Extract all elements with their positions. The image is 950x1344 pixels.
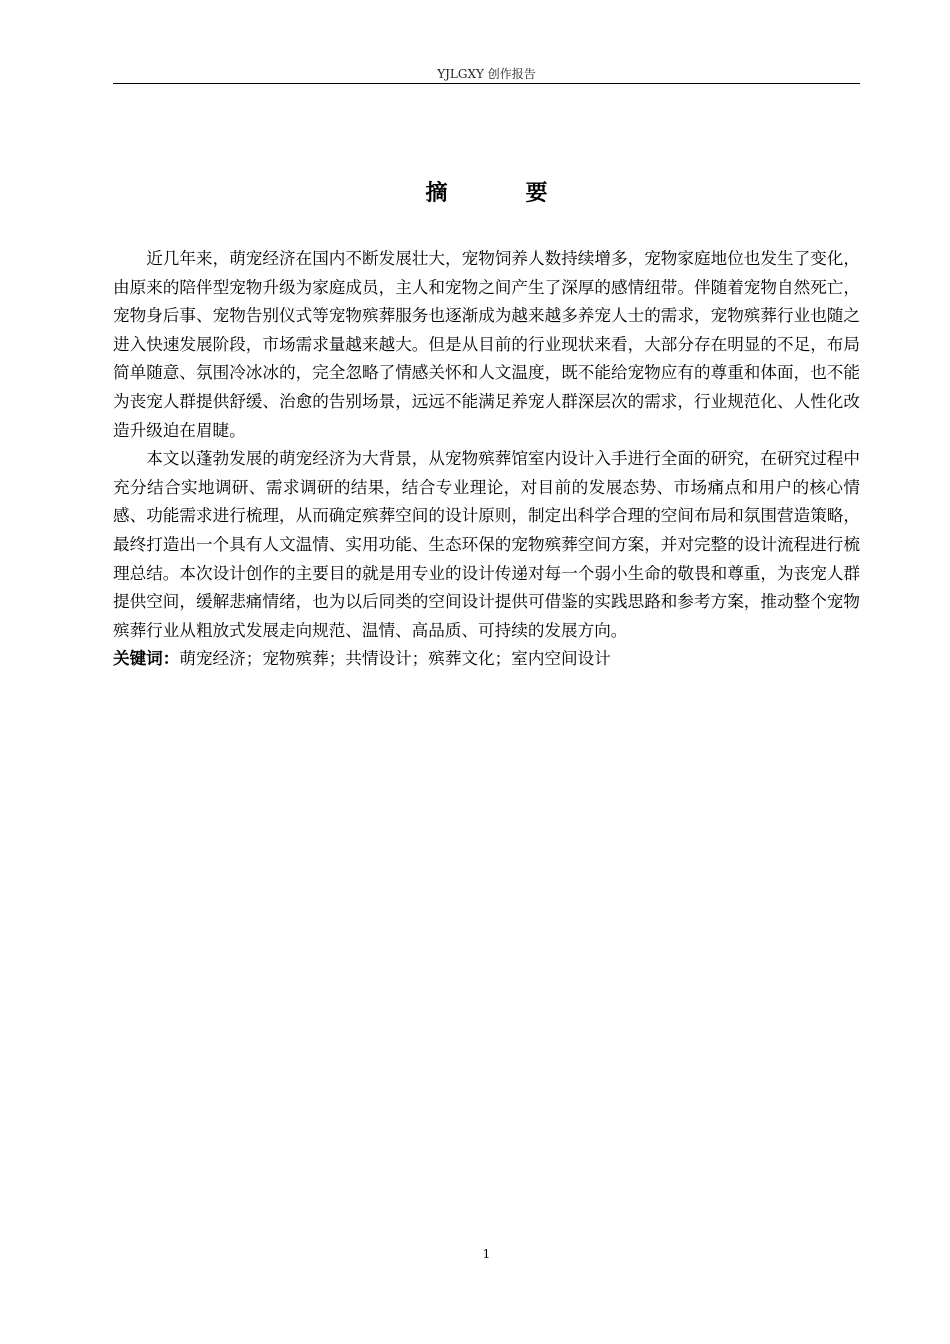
abstract-paragraph-1: 近几年来，萌宠经济在国内不断发展壮大，宠物饲养人数持续增多，宠物家庭地位也发生了变化，由原来的陪伴型宠物升级为家庭成员，主人和宠物之间产生了深厚的感情纽带。伴随着宠物自然死亡，宠物身后事、宠物告别仪式等宠物殡葬服务也逐渐成为越来越多养宠人士的需求，宠物殡葬行业也随之进入快速发展阶段，市场需求量越来越大。但是从目前的行业现状来看，大部分存在明显的不足，布局简单随意、氛围冷冰冰的，完全忽略了情感关怀和人文温度，既不能给宠物应有的尊重和体面，也不能为丧宠人群提供舒缓、治愈的告别场景，远远不能满足养宠人群深层次的需求，行业规范化、人性化改造升级迫在眉睫。 (113, 249, 860, 440)
abstract-paragraph-2: 本文以蓬勃发展的萌宠经济为大背景，从宠物殡葬馆室内设计入手进行全面的研究，在研究过程中充分结合实地调研、需求调研的结果，结合专业理论，对目前的发展态势、市场痛点和用户的核心情感、功能需求进行梳理，从而确定殡葬空间的设计原则，制定出科学合理的空间布局和氛围营造策略，最终打造出一个具有人文温情、实用功能、生态环保的宠物殡葬空间方案，并对完整的设计流程进行梳理总结。本次设计创作的主要目的就是用专业的设计传递对每一个弱小生命的敬畏和尊重，为丧宠人群提供空间，缓解悲痛情绪，也为以后同类的空间设计提供可借鉴的实践思路和参考方案，推动整个宠物殡葬行业从粗放式发展走向规范、温情、高品质、可持续的发展方向。 (113, 449, 860, 640)
keywords-label: 关键词： (113, 649, 180, 669)
keywords-value: 萌宠经济；宠物殡葬；共情设计；殡葬文化；室内空间设计 (179, 649, 611, 669)
abstract-body (113, 245, 860, 674)
keywords-line (113, 645, 860, 674)
page-number: 1 (482, 1247, 491, 1261)
abstract-title: 摘 要 (425, 180, 576, 206)
page-header: YJLGXY 创作报告 (437, 67, 536, 81)
header-divider (113, 83, 860, 84)
